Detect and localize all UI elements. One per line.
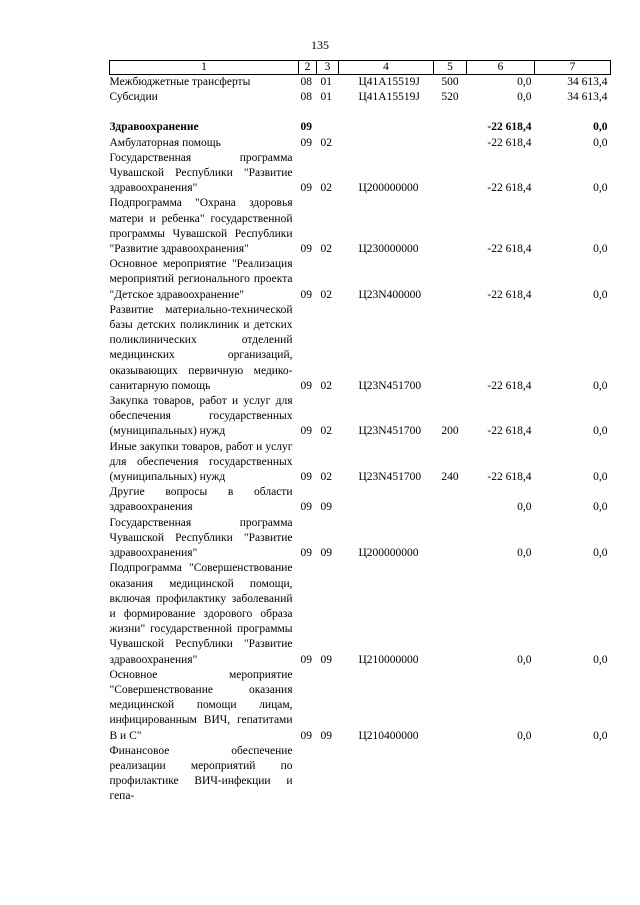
amount-total: 0,0	[593, 729, 608, 742]
table-row	[110, 257, 611, 303]
amount-change: -22 618,4	[487, 379, 532, 392]
expense-type-code	[434, 303, 467, 394]
table-row	[110, 516, 611, 562]
table-row	[110, 151, 611, 197]
row-name: Другие вопросы в области здравоохранения	[109, 486, 293, 514]
row-name: Финансовое обеспечение реализации мероприятий по профилактике ВИЧ-инфекции и гепа-	[109, 744, 293, 803]
amount-change: 0,0	[517, 501, 532, 514]
column-header: 6	[467, 61, 535, 75]
row-name: Закупка товаров, работ и услуг для обеспечения государственных (муниципальных) нужд	[109, 395, 293, 438]
target-article-code	[339, 120, 434, 135]
page-number: 135	[311, 38, 329, 52]
amount-change: -22 618,4	[487, 243, 532, 256]
row-name: Основное мероприятие "Совершенствование оказания медицинской помощи лицам, инфицированным ВИЧ, гепатитами B и C"	[109, 668, 293, 742]
target-article-code: Ц41А15519J	[358, 76, 420, 88]
budget-table	[109, 60, 611, 805]
section-heading-row	[110, 120, 611, 135]
subsection-code: 09	[320, 653, 332, 666]
row-name: Межбюджетные трансферты	[109, 76, 251, 88]
amount-total: 0,0	[593, 501, 608, 514]
amount-total: 0,0	[593, 425, 608, 438]
expense-type-code	[434, 561, 467, 667]
subsection-code	[317, 120, 339, 135]
expense-type-code: 500	[441, 76, 459, 88]
expense-type-code	[434, 120, 467, 135]
row-name: Основное мероприятие "Реализация мероприятий регионального проекта "Детское здравоохранение"	[109, 258, 293, 301]
expense-type-code: 200	[441, 425, 459, 438]
amount-total: 0,0	[593, 547, 608, 560]
subsection-code: 09	[320, 729, 332, 742]
amount-change: -22 618,4	[487, 182, 532, 195]
table-row	[110, 303, 611, 394]
section-code: 08	[300, 91, 312, 104]
column-header: 7	[535, 61, 611, 75]
section-code: 09	[300, 288, 312, 301]
section-code: 09	[300, 471, 312, 484]
budget-table-container	[109, 60, 610, 805]
table-row	[110, 744, 611, 805]
target-article-code: Ц23N451700	[358, 471, 422, 484]
expense-type-code: 240	[441, 471, 459, 484]
amount-change: -22 618,4	[487, 121, 532, 134]
target-article-code: Ц210000000	[358, 653, 419, 666]
section-code	[299, 744, 317, 805]
table-row	[110, 561, 611, 667]
target-article-code: Ц200000000	[358, 547, 419, 560]
target-article-code: Ц23N400000	[358, 288, 422, 301]
row-name: Развитие материально-технической базы детских поликлиник и детских поликлинических отделений медицинских организаций, оказывающих первичную медико-санитарную помощь	[109, 303, 293, 392]
target-article-code	[339, 744, 434, 805]
amount-change	[467, 744, 535, 805]
amount-change: 0,0	[517, 729, 532, 742]
amount-total: 0,0	[593, 136, 608, 149]
section-code: 09	[300, 379, 312, 392]
section-code: 09	[300, 729, 312, 742]
amount-change: -22 618,4	[487, 288, 532, 301]
row-name: Подпрограмма "Совершенствование оказания медицинской помощи, включая профилактику заболеваний и формирование здорового образа жизни" государственной программы Чувашской Республики "Развитие здравоохранения"	[109, 562, 293, 666]
expense-type-code	[434, 151, 467, 197]
amount-total: 0,0	[593, 121, 608, 134]
table-row	[110, 394, 611, 440]
row-name: Государственная программа Чувашской Республики "Развитие здравоохранения"	[109, 151, 293, 195]
table-row	[110, 136, 611, 151]
section-code: 09	[300, 182, 312, 195]
table-row	[110, 440, 611, 486]
subsection-code: 09	[320, 547, 332, 560]
table-row	[110, 485, 611, 515]
table-row	[110, 75, 611, 91]
subsection-code	[317, 744, 339, 805]
expense-type-code	[434, 485, 467, 515]
row-name: Амбулаторная помощь	[109, 136, 221, 149]
table-row	[110, 90, 611, 105]
subsection-code: 02	[320, 379, 332, 392]
table-row	[110, 196, 611, 257]
section-code: 09	[300, 547, 312, 560]
row-name: Субсидии	[109, 91, 158, 104]
target-article-code	[339, 485, 434, 515]
target-article-code: Ц23N451700	[358, 425, 422, 438]
target-article-code: Ц200000000	[358, 182, 419, 195]
subsection-code: 02	[320, 471, 332, 484]
amount-change: -22 618,4	[487, 425, 532, 438]
spacer-row	[110, 105, 611, 120]
target-article-code: Ц210400000	[358, 729, 419, 742]
amount-total: 0,0	[593, 471, 608, 484]
expense-type-code	[434, 257, 467, 303]
amount-total	[535, 744, 611, 805]
column-header: 1	[110, 61, 299, 75]
subsection-code: 09	[320, 501, 332, 514]
section-code: 09	[300, 121, 312, 134]
subsection-code: 02	[320, 288, 332, 301]
expense-type-code	[434, 744, 467, 805]
table-row	[110, 668, 611, 744]
expense-type-code	[434, 516, 467, 562]
subsection-code: 01	[320, 76, 332, 88]
row-name: Иные закупки товаров, работ и услуг для обеспечения государственных (муниципальных) нужд	[109, 440, 293, 484]
column-header: 2	[299, 61, 317, 75]
section-code: 09	[300, 136, 312, 149]
section-code: 09	[300, 501, 312, 514]
spacer-cell	[110, 105, 611, 120]
target-article-code: Ц23N451700	[358, 379, 422, 392]
amount-total: 34 613,4	[567, 76, 608, 88]
section-code: 09	[300, 425, 312, 438]
expense-type-code	[434, 668, 467, 744]
amount-total: 0,0	[593, 653, 608, 666]
amount-total: 0,0	[593, 288, 608, 301]
amount-total: 34 613,4	[567, 91, 608, 104]
amount-total: 0,0	[593, 243, 608, 256]
target-article-code: Ц41А15519J	[358, 91, 420, 104]
expense-type-code: 520	[441, 91, 459, 104]
target-article-code	[339, 136, 434, 151]
subsection-code: 02	[320, 136, 332, 149]
subsection-code: 02	[320, 425, 332, 438]
section-code: 09	[300, 653, 312, 666]
amount-change: 0,0	[517, 91, 532, 104]
amount-change: -22 618,4	[487, 471, 532, 484]
column-header: 4	[339, 61, 434, 75]
expense-type-code	[434, 196, 467, 257]
target-article-code: Ц230000000	[358, 243, 419, 256]
column-number-header	[110, 61, 611, 75]
row-name: Подпрограмма "Охрана здоровья матери и ребенка" государственной программы Чувашской Республики "Развитие здравоохранения"	[109, 197, 293, 256]
column-header: 5	[434, 61, 467, 75]
section-heading: Здравоохранение	[109, 121, 199, 134]
section-code: 08	[300, 76, 312, 88]
column-header: 3	[317, 61, 339, 75]
amount-change: 0,0	[517, 653, 532, 666]
amount-change: -22 618,4	[487, 136, 532, 149]
amount-change: 0,0	[517, 547, 532, 560]
subsection-code: 02	[320, 243, 332, 256]
amount-total: 0,0	[593, 182, 608, 195]
amount-change: 0,0	[517, 76, 532, 88]
subsection-code: 02	[320, 182, 332, 195]
row-name: Государственная программа Чувашской Республики "Развитие здравоохранения"	[109, 516, 293, 560]
expense-type-code	[434, 136, 467, 151]
subsection-code: 01	[320, 91, 332, 104]
section-code: 09	[300, 243, 312, 256]
amount-total: 0,0	[593, 379, 608, 392]
